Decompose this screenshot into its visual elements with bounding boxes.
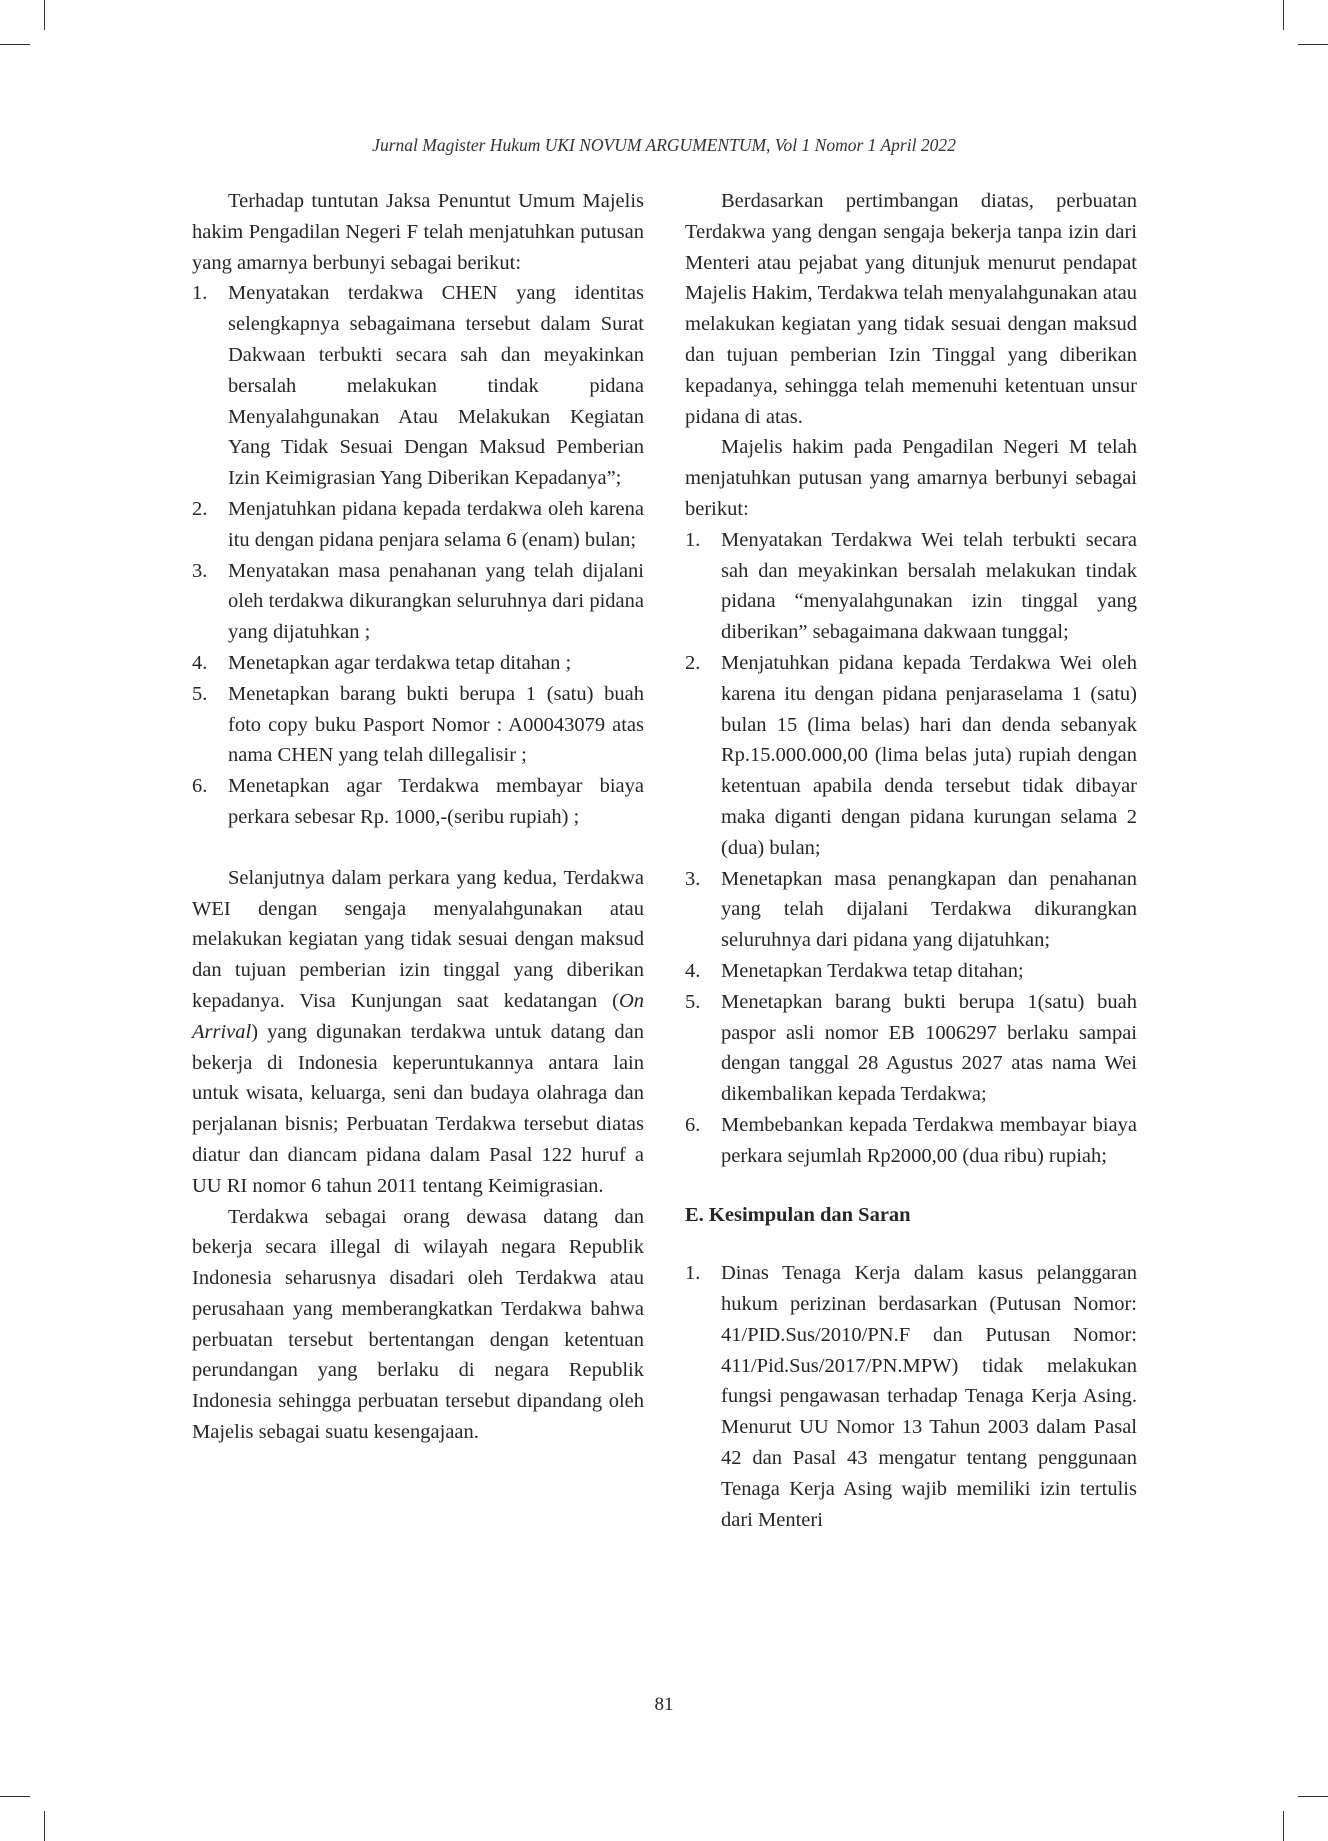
list-item: 3. Menetapkan masa penangkapan dan penahanan yang telah dijalani Terdakwa dikurangkan seluruhnya dari pidana yang dijatuhkan;	[685, 867, 1137, 952]
crop-mark	[1298, 1796, 1328, 1797]
crop-mark	[1298, 44, 1328, 45]
left-column	[192, 186, 644, 1448]
verdict-list-chen	[192, 278, 644, 832]
list-item: 1. Dinas Tenaga Kerja dalam kasus pelanggaran hukum perizinan berdasarkan (Putusan Nomor: 41/PID.Sus/2010/PN.F dan Putusan Nomor: 411/Pid.Sus/2017/PN.MPW) tidak melakukan fungsi pengawasan terhadap Tenaga Kerja Asing. Menurut UU Nomor 13 Tahun 2003 dalam Pasal 42 dan Pasal 43 mengatur tentang penggunaan Tenaga Kerja Asing wajib memiliki izin tertulis dari Menteri	[685, 1262, 1137, 1531]
crop-mark	[44, 1811, 45, 1841]
list-item: 6. Menetapkan agar Terdakwa membayar biaya perkara sebesar Rp. 1000,-(seribu rupiah) ;	[192, 775, 644, 828]
verdict-intro-paragraph: Majelis hakim pada Pengadilan Negeri M telah menjatuhkan putusan yang amarnya berbunyi sebagai berikut:	[685, 436, 1137, 520]
italic-term: On Arrival	[192, 989, 644, 1043]
crop-mark	[44, 0, 45, 30]
page-number: 81	[654, 1694, 674, 1715]
consideration-paragraph: Berdasarkan pertimbangan diatas, perbuatan Terdakwa yang dengan sengaja bekerja tanpa izin dari Menteri atau pejabat yang ditunjuk menurut pendapat Majelis Hakim, Terdakwa telah menyalahgunakan atau melakukan kegiatan yang tidak sesuai dengan maksud dan tujuan pemberian Izin Tinggal yang diberikan kepadanya, sehingga telah memenuhi ketentuan unsur pidana di atas.	[685, 190, 1137, 428]
second-case-paragraph: Selanjutnya dalam perkara yang kedua, Terdakwa WEI dengan sengaja menyalahgunakan atau melakukan kegiatan yang tidak sesuai dengan maksud dan tujuan pemberian izin tinggal yang diberikan kepadanya. Visa Kunjungan saat kedatangan (On Arrival) yang digunakan terdakwa untuk datang dan bekerja di Indonesia keperuntukannya antara lain untuk wisata, keluarga, seni dan budaya olahraga dan perjalanan bisnis; Perbuatan Terdakwa tersebut diatas diatur dan diancam pidana dalam Pasal 122 huruf a UU RI nomor 6 tahun 2011 tentang Keimigrasian.	[192, 866, 644, 1197]
crop-mark	[0, 1796, 30, 1797]
list-item: 3. Menyatakan masa penahanan yang telah dijalani oleh terdakwa dikurangkan seluruhnya dari pidana yang dijatuhkan ;	[192, 559, 644, 644]
crop-mark	[1283, 1811, 1284, 1841]
list-item: 2. Menjatuhkan pidana kepada Terdakwa Wei oleh karena itu dengan pidana penjaraselama 1 (satu) bulan 15 (lima belas) hari dan denda sebanyak Rp.15.000.000,00 (lima belas juta) rupiah dengan ketentuan apabila denda tersebut tidak dibayar maka diganti dengan pidana kurungan selama 2 (dua) bulan;	[685, 651, 1137, 859]
intro-paragraph: Terhadap tuntutan Jaksa Penuntut Umum Majelis hakim Pengadilan Negeri F telah menjatuhkan putusan yang amarnya berbunyi sebagai berikut:	[192, 190, 644, 274]
section-heading: E. Kesimpulan dan Saran	[685, 1203, 911, 1226]
list-item: 4. Menetapkan agar terdakwa tetap ditahan ;	[192, 651, 572, 674]
crop-mark	[1283, 0, 1284, 30]
list-item: 1. Menyatakan Terdakwa Wei telah terbukti secara sah dan meyakinkan bersalah melakukan tindak pidana “menyalahgunakan izin tinggal yang diberikan” sebagaimana dakwaan tunggal;	[685, 528, 1137, 644]
verdict-list-wei	[685, 525, 1137, 1172]
crop-mark	[0, 44, 30, 45]
list-item: 1. Menyatakan terdakwa CHEN yang identitas selengkapnya sebagaimana tersebut dalam Surat Dakwaan terbukti secara sah dan meyakinkan bersalah melakukan tindak pidana Menyalahgunakan Atau Melakukan Kegiatan Yang Tidak Sesuai Dengan Maksud Pemberian Izin Keimigrasian Yang Diberikan Kepadanya”;	[192, 282, 644, 490]
list-item: 4. Menetapkan Terdakwa tetap ditahan;	[685, 959, 1024, 982]
list-item: 5. Menetapkan barang bukti berupa 1 (satu) buah foto copy buku Pasport Nomor : A00043079 atas nama CHEN yang telah dillegalisir ;	[192, 682, 644, 767]
right-column	[685, 186, 1137, 1535]
conclusion-list	[685, 1258, 1137, 1535]
list-item: 2. Menjatuhkan pidana kepada terdakwa oleh karena itu dengan pidana penjara selama 6 (enam) bulan;	[192, 497, 644, 551]
running-header: Jurnal Magister Hukum UKI NOVUM ARGUMENTUM, Vol 1 Nomor 1 April 2022	[372, 135, 956, 155]
list-item: 5. Menetapkan barang bukti berupa 1(satu) buah paspor asli nomor EB 1006297 berlaku sampai dengan tanggal 28 Agustus 2027 atas nama Wei dikembalikan kepada Terdakwa;	[685, 990, 1137, 1106]
intent-paragraph: Terdakwa sebagai orang dewasa datang dan bekerja secara illegal di wilayah negara Republik Indonesia seharusnya disadari oleh Terdakwa atau perusahaan yang memberangkatkan Terdakwa bahwa perbuatan tersebut bertentangan dengan ketentuan perundangan yang berlaku di negara Republik Indonesia sehingga perbuatan tersebut dipandang oleh Majelis sebagai suatu kesengajaan.	[192, 1205, 644, 1444]
list-item: 6. Membebankan kepada Terdakwa membayar biaya perkara sejumlah Rp2000,00 (dua ribu) rupiah;	[685, 1113, 1137, 1167]
